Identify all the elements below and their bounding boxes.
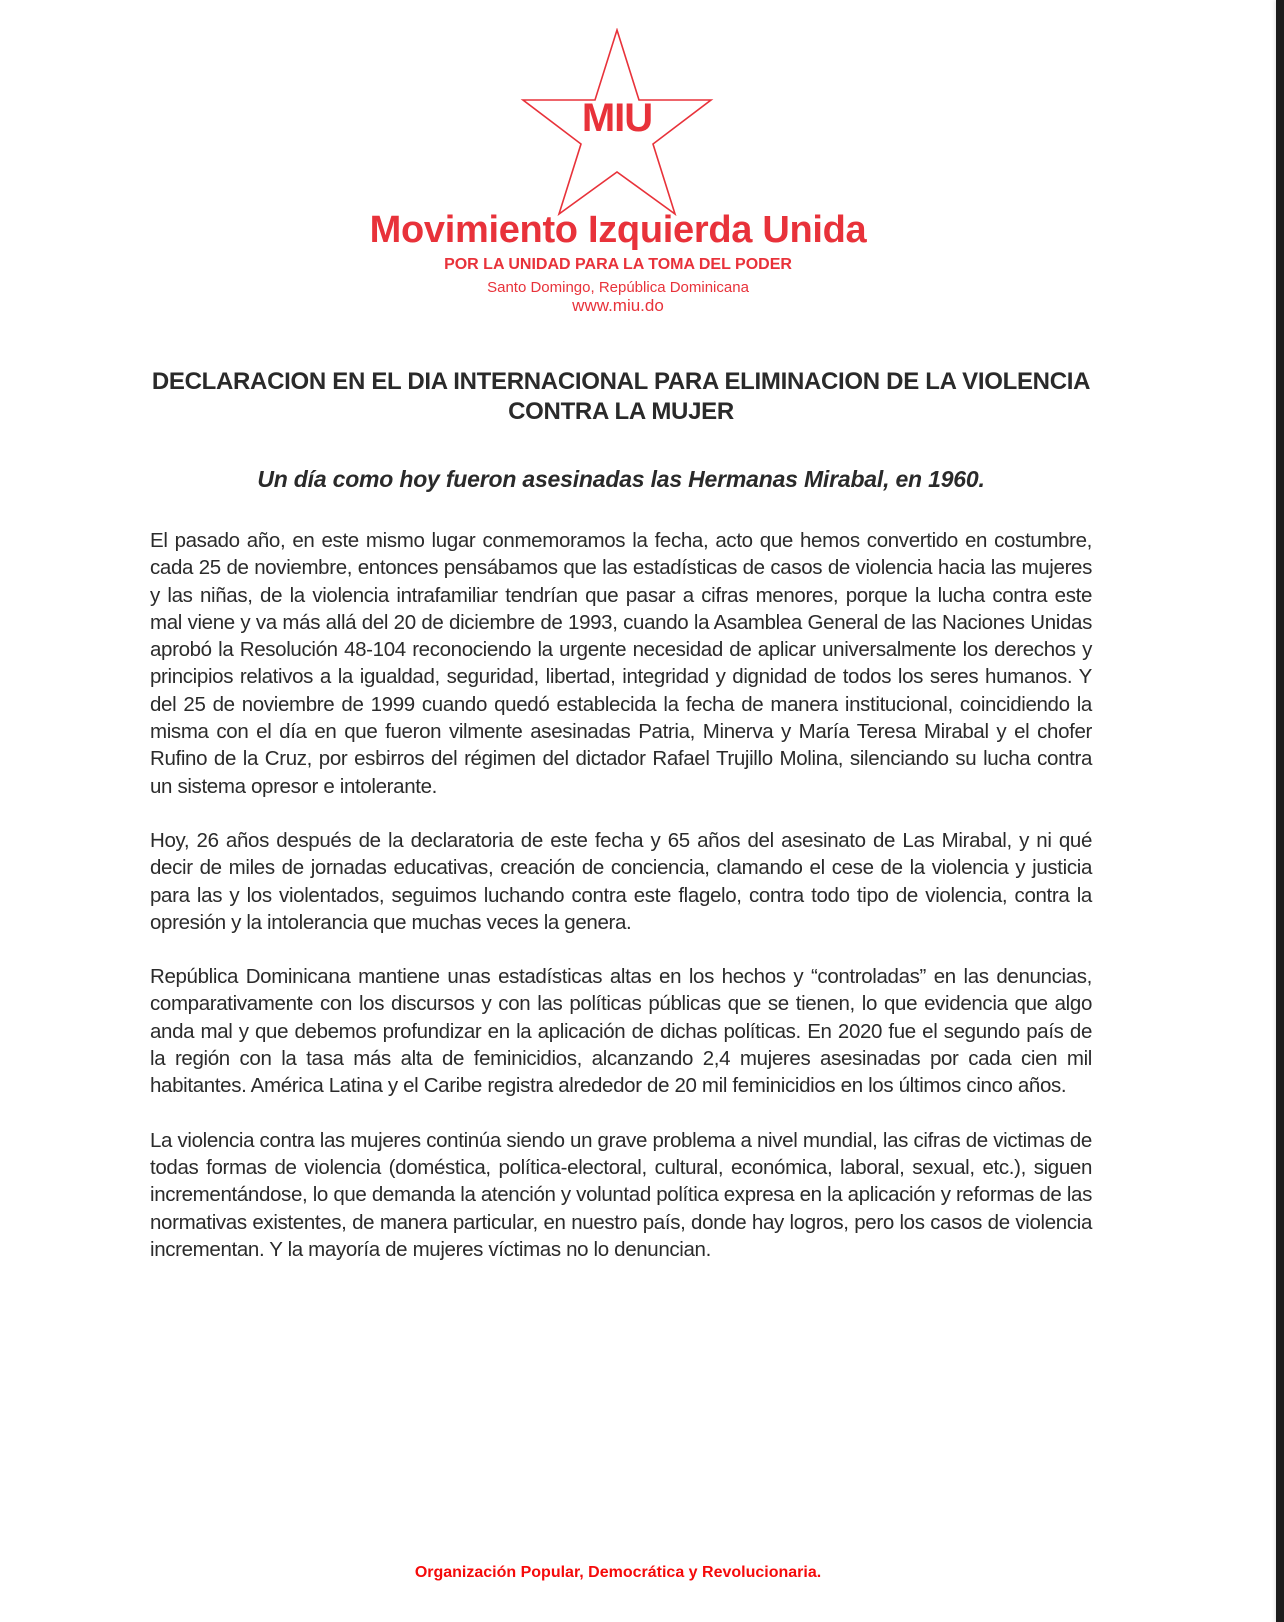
logo	[520, 28, 714, 216]
organization-location: Santo Domingo, República Dominicana	[487, 279, 749, 296]
organization-name: Movimiento Izquierda Unida	[369, 209, 867, 251]
paragraph: República Dominicana mantiene unas estadísticas altas en los hechos y “controladas” en las denuncias, comparativamente con los discursos y con las políticas públicas que se tienen, lo que evidencia que algo anda mal y que debemos profundizar en la aplicación de dichas políticas. En 2020 fue el segundo país de la región con la tasa más alta de feminicidios, alcanzando 2,4 mujeres asesinadas por cada cien mil habitantes. América Latina y el Caribe registra alrededor de 20 mil feminicidios en los últimos cinco años.	[150, 965, 1092, 1098]
document-body	[150, 527, 1092, 1290]
footer-tagline: Organización Popular, Democrática y Revolucionaria.	[414, 1564, 822, 1581]
paragraph: La violencia contra las mujeres continúa siendo un grave problema a nivel mundial, las cifras de victimas de todas formas de violencia (doméstica, política-electoral, cultural, económica, laboral, sexual, etc.), siguen incrementándose, lo que demanda la atención y voluntad política expresa en la aplicación y reformas de las normativas existentes, de manera particular, en nuestro país, donde hay logros, pero los casos de violencia incrementan. Y la mayoría de mujeres víctimas no lo denuncian.	[150, 1128, 1092, 1261]
window-edge	[1276, 0, 1284, 1622]
organization-website: www.miu.do	[572, 296, 664, 315]
logo-text: MIU	[581, 96, 653, 140]
paragraph: El pasado año, en este mismo lugar conmemoramos la fecha, acto que hemos convertido en costumbre, cada 25 de noviembre, entonces pensábamos que las estadísticas de casos de violencia hacia las mujeres y las niñas, de la violencia intrafamiliar tendrían que pasar a cifras menores, porque la lucha contra este mal viene y va más allá del 20 de diciembre de 1993, cuando la Asamblea General de las Naciones Unidas aprobó la Resolución 48-104 reconociendo la urgente necesidad de aplicar universalmente los derechos y principios relativos a la igualdad, seguridad, libertad, integridad y dignidad de todos los seres humanos. Y del 25 de noviembre de 1999 cuando quedó establecida la fecha de manera institucional, coincidiendo la misma con el día en que fueron vilmente asesinadas Patria, Minerva y María Teresa Mirabal y el chofer Rufino de la Cruz, por esbirros del régimen del dictador Rafael Trujillo Molina, silenciando su lucha contra un sistema opresor e intolerante.	[150, 529, 1092, 798]
organization-motto: POR LA UNIDAD PARA LA TOMA DEL PODER	[444, 256, 792, 273]
document-title: DECLARACION EN EL DIA INTERNACIONAL PARA ELIMINACION DE LA VIOLENCIA CONTRA LA MUJER	[151, 368, 1091, 425]
document-subtitle: Un día como hoy fueron asesinadas las Hermanas Mirabal, en 1960.	[257, 466, 985, 492]
paragraph: Hoy, 26 años después de la declaratoria de este fecha y 65 años del asesinato de Las Mirabal, y ni qué decir de miles de jornadas educativas, creación de conciencia, clamando el cese de la violencia y justicia para las y los violentados, seguimos luchando contra este flagelo, contra todo tipo de violencia, contra la opresión y la intolerancia que muchas veces la genera.	[150, 828, 1092, 934]
